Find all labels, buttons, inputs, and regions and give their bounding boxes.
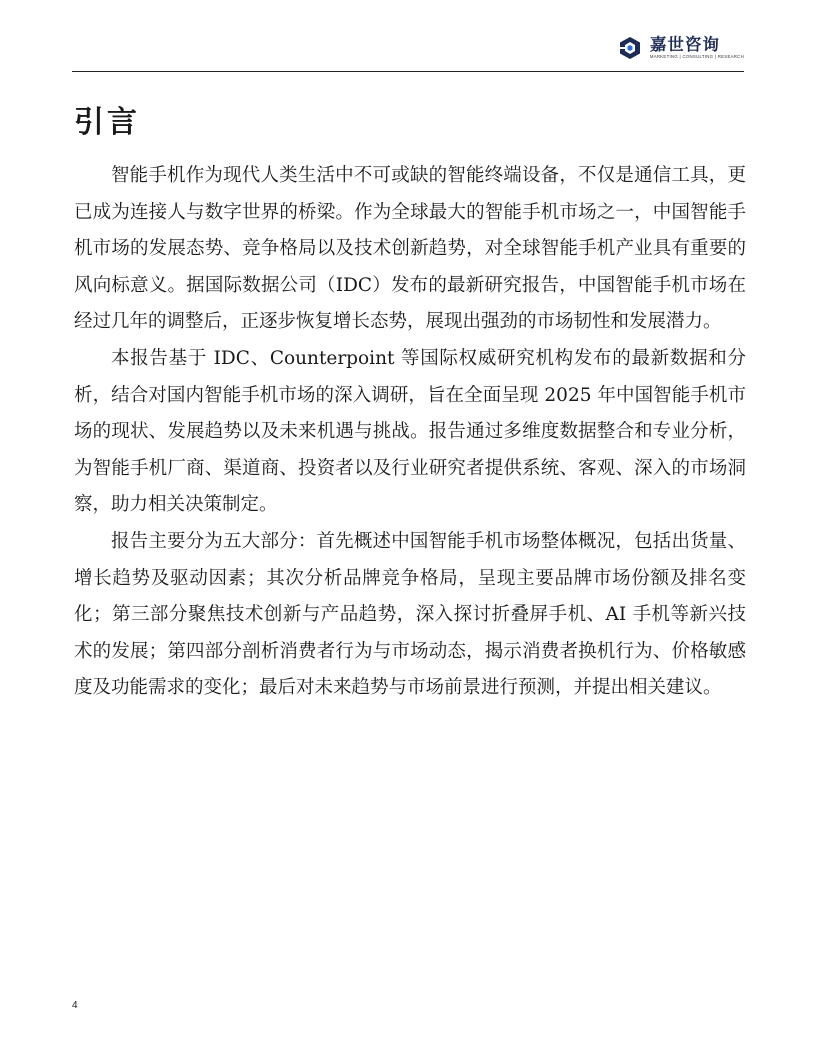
brand-mark-icon: [618, 36, 642, 60]
page-number: 4: [72, 1000, 78, 1011]
page-header: [72, 30, 744, 72]
paragraph-2: 本报告基于 IDC、Counterpoint 等国际权威研究机构发布的最新数据和分析，结合对国内智能手机市场的深入调研，旨在全面呈现 2025 年中国智能手机市场的现状、发展趋势以及未来机遇与挑战。报告通过多维度数据整合和专业分析，为智能手机厂商、渠道商、投资者以及行业研究者提供系统、客观、深入的市场洞察，助力相关决策制定。: [74, 347, 746, 516]
brand-logo: [618, 36, 744, 60]
brand-name: 嘉世咨询: [649, 35, 720, 54]
paragraph-3: 报告主要分为五大部分：首先概述中国智能手机市场整体概况，包括出货量、增长趋势及驱动因素；其次分析品牌竞争格局，呈现主要品牌市场份额及排名变化；第三部分聚焦技术创新与产品趋势，深入探讨折叠屏手机、AI 手机等新兴技术的发展；第四部分剖析消费者行为与市场动态，揭示消费者换机行为、价格敏感度及功能需求的变化；最后对未来趋势与市场前景进行预测，并提出相关建议。: [74, 530, 746, 699]
paragraph-1: 智能手机作为现代人类生活中不可或缺的智能终端设备，不仅是通信工具，更已成为连接人与数字世界的桥梁。作为全球最大的智能手机市场之一，中国智能手机市场的发展态势、竞争格局以及技术创新趋势，对全球智能手机产业具有重要的风向标意义。据国际数据公司（IDC）发布的最新研究报告，中国智能手机市场在经过几年的调整后，正逐步恢复增长态势，展现出强劲的市场韧性和发展潜力。: [74, 165, 746, 333]
page-title: 引言: [74, 105, 140, 140]
brand-tagline: MARKETING | CONSULTING | RESEARCH: [649, 54, 744, 59]
header-divider: [72, 71, 744, 72]
body-text: [74, 158, 746, 707]
